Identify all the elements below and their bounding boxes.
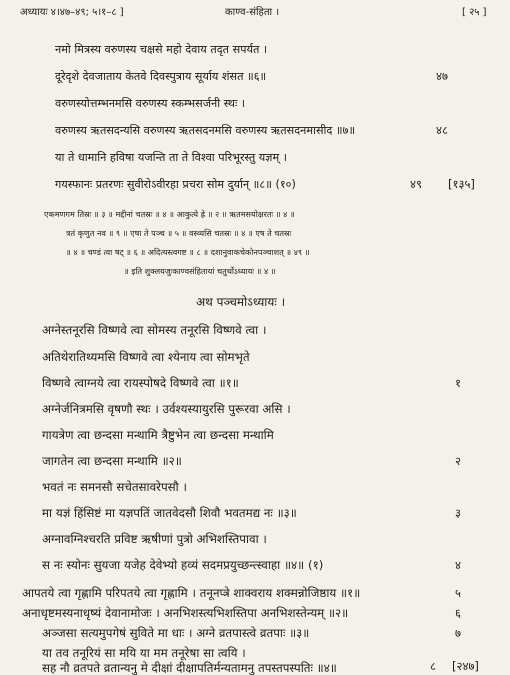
chapter-title: अथ पञ्चमोऽध्यायः । bbox=[196, 295, 286, 309]
verse-number: ४ bbox=[455, 558, 461, 572]
section-count: [२४७] bbox=[452, 659, 479, 673]
verse-line: अञ्जसा सत्यमुपगेषं सुविते मा धाः । अग्ने व्रतपास्त्वे व्रतपाः ॥३॥ bbox=[42, 626, 310, 640]
verse-number: ३ bbox=[455, 506, 461, 520]
verse-number: ४८ bbox=[436, 123, 448, 137]
verse-line: सह नौ व्रतपते व्रतान्यनु मे दीक्षां दीक्षापतिर्मन्यतामनु तपस्तपस्पतिः ॥४॥ bbox=[42, 661, 337, 675]
verse-line: मा यज्ञं हिंसिष्टं मा यज्ञपतिं जातवेदसौ शिवौ भवतमद्य नः ॥३॥ bbox=[42, 506, 297, 520]
verse-line: विष्णवे त्वाग्नये त्वा रायस्पोषदे विष्णवे त्वा ॥१॥ bbox=[42, 376, 239, 390]
verse-line: अनाधृष्टमस्यनाधृष्यं देवानामोजः । अनभिशस्त्यभिशस्तिपा अनभिशस्तेन्यम् ॥२॥ bbox=[22, 606, 349, 620]
verse-line: दूरेदृशे देवजाताय केतवे दिवस्पुत्राय सूर्याय शंसत ॥६॥ bbox=[55, 70, 267, 83]
verse-line: या ते धामानि हविषा यजन्ति ता ते विश्वा परिभूरस्तु यज्ञम् । bbox=[55, 151, 287, 164]
verse-line: अग्नावग्निश्चरति प्रविष्ट ऋषीणां पुत्रो अभिशस्तिपावा । bbox=[42, 532, 267, 546]
verse-line: अग्नेस्तनूरसि विष्णवे त्वा सोमस्य तनूरसि विष्णवे त्वा । bbox=[42, 323, 267, 337]
verse-line: अतिथेरातिथ्यमसि विष्णवे त्वा श्येनाय त्वा सोमभृते bbox=[42, 350, 250, 364]
verse-number: ५ bbox=[455, 586, 461, 600]
anukramani-line: ॥ ४ ॥ चण्डं त्वा षट् ॥ ६ ॥ अदित्यस्त्वगष्ट ॥ ८ ॥ दशानुवाकचेकोनपञ्चाशत् ॥ ४९ ॥ bbox=[66, 247, 310, 257]
verse-line: भवतं नः समनसौ सचेतसावरेपसौ । bbox=[42, 480, 187, 494]
anukramani-line: त्रतं कृणुत नव ॥ ९ ॥ एषा ते पञ्च ॥ ५ ॥ वस्व्यसि चतस्रः ॥ ४ ॥ एष ते चतस्रः bbox=[66, 228, 292, 238]
verse-number: ६ bbox=[455, 606, 461, 620]
section-count: [१३५] bbox=[448, 177, 475, 191]
chapter-colophon: ॥ इति शुक्लयजुःकाण्वसंहितायां चतुर्थोऽध्यायः ॥ ४ ॥ bbox=[124, 266, 276, 276]
verse-number: ४९ bbox=[410, 177, 422, 191]
anukramani-line: एकमणगम तिस्रः ॥ ३ ॥ मद्दीनां चतस्रः ॥ ४ ॥ आकुत्ये ह्रे ॥ २ ॥ ऋतमसयोक्षरतः ॥ ४ ॥ bbox=[44, 209, 295, 219]
verse-number: २ bbox=[455, 454, 461, 468]
verse-line: वरुणस्योत्तम्भनमसि वरुणस्य स्कम्भसर्जनी स्थः । bbox=[55, 97, 246, 110]
verse-number: ४७ bbox=[436, 69, 448, 83]
verse-line: या तव तनूरियं सा मयि या मम तनूरेषा सा त्वयि । bbox=[42, 646, 246, 660]
verse-number: १ bbox=[455, 376, 461, 390]
verse-line: नमो मित्रस्य वरुणस्य चक्षसे महो देवाय तदृत सपर्यत । bbox=[55, 43, 268, 56]
verse-line: आपतये त्वा गृह्णामि परिपतये त्वा गृह्णामि । तनूनप्त्रे शाक्वराय शक्मन्नोजिष्ठाय ॥१॥ bbox=[22, 586, 361, 600]
verse-number: ८ bbox=[430, 659, 436, 673]
header-book-title: काण्व-संहिता । bbox=[225, 7, 280, 18]
verse-line: स नः स्योनः सुयजा यजेह देवेभ्यो हव्यं सदमप्रयुच्छन्त्स्वाहा ॥४॥ (१) bbox=[42, 558, 324, 572]
verse-line: वरुणस्य ऋतसदन्यसि वरुणस्य ऋतसदनमसि वरुणस्य ऋतसदनमासीद ॥७॥ bbox=[55, 124, 356, 137]
verse-line: जागतेन त्वा छन्दसा मन्थामि ॥२॥ bbox=[42, 454, 182, 468]
verse-line: गायत्रेण त्वा छन्दसा मन्थामि त्रैष्टुभेन त्वा छन्दसा मन्थामि bbox=[42, 428, 274, 442]
verse-number: ७ bbox=[455, 626, 461, 640]
verse-line: अग्नेर्जनित्रमसि वृषणौ स्थः । उर्वश्यस्यायुरसि पुरूरवा असि । bbox=[42, 402, 291, 416]
verse-line: गयस्फानः प्रतरणः सुवीरोऽवीरहा प्रचरा सोम दुर्यान् ॥८॥ (१०) bbox=[55, 178, 296, 191]
header-chapter-range: अध्यायः ४।४७–४९; ५।१–८ ] bbox=[20, 7, 124, 18]
header-page-number: [ २५ ] bbox=[462, 7, 487, 18]
